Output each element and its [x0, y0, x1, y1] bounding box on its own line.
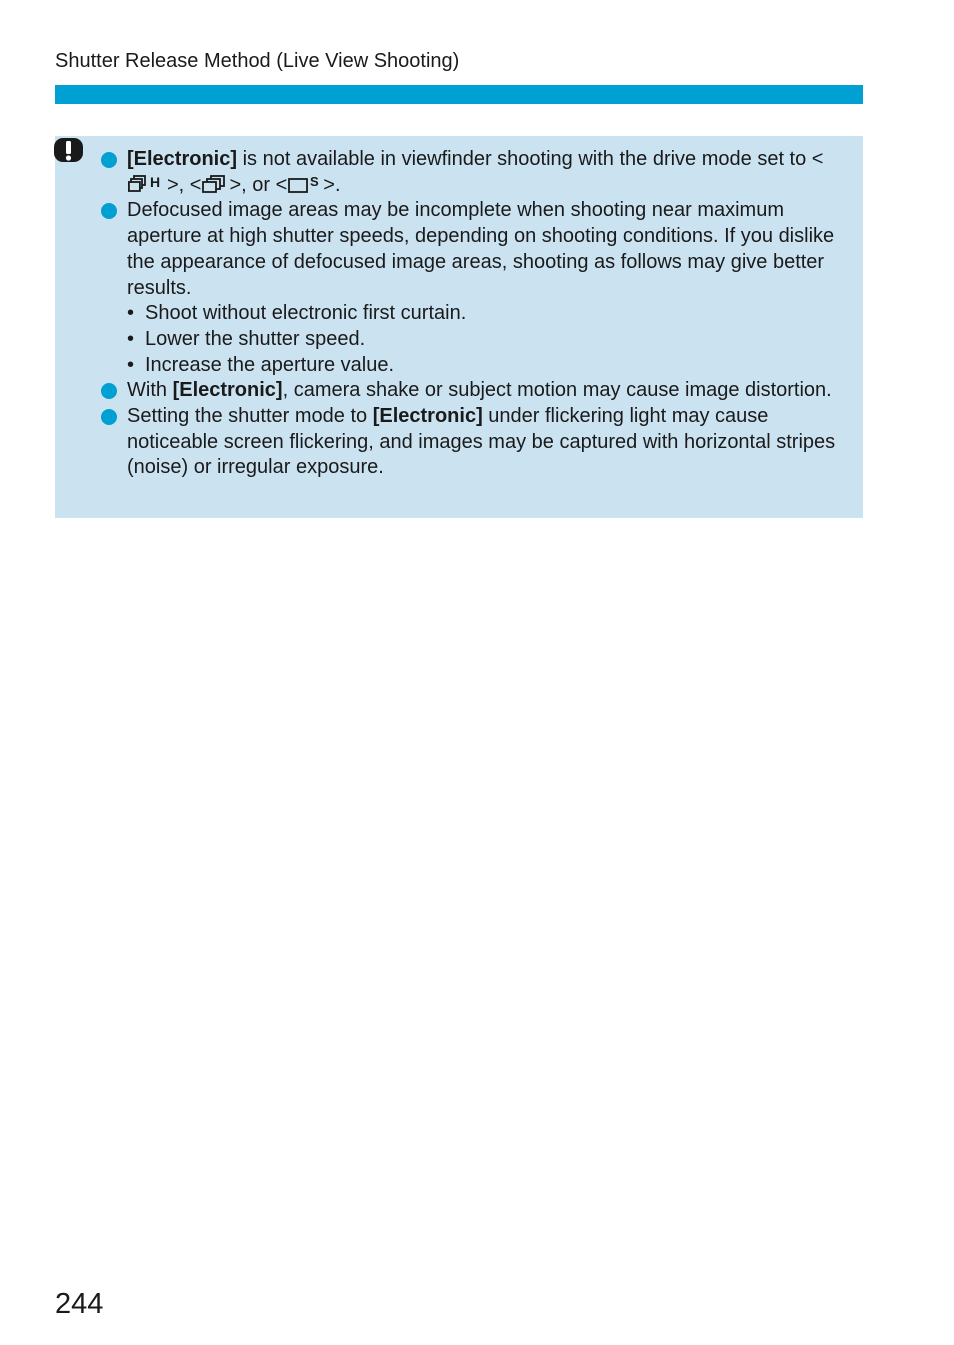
sub-item-text: Shoot without electronic first curtain.: [145, 302, 467, 325]
note-text: is not available in viewfinder shooting with the drive mode set to <: [237, 148, 824, 170]
caution-notes: [101, 147, 851, 481]
bullet-dot: [101, 383, 117, 399]
bullet-dot: [101, 409, 117, 425]
setting-electronic-label: [Electronic]: [172, 379, 283, 402]
sub-item: [101, 301, 851, 327]
note-text: under flickering light may cause noticeable screen flickering, and images may be captured with horizontal stripes (noise) or irregular exposure.: [127, 405, 836, 479]
note-text: , camera shake or subject motion may cause image distortion.: [282, 379, 832, 402]
page-number: 244: [55, 1288, 104, 1320]
note-text: >.: [323, 173, 341, 196]
svg-text:H: H: [150, 173, 161, 190]
note-electronic-unavailable: [101, 147, 851, 198]
note-flickering-light: [101, 404, 851, 481]
sub-item-text: Increase the aperture value.: [145, 353, 395, 376]
sub-bullet: •: [127, 302, 135, 325]
note-text: Setting the shutter mode to: [127, 405, 373, 428]
sub-item: [101, 327, 851, 353]
setting-electronic-label: [Electronic]: [372, 405, 483, 428]
setting-electronic-label: [Electronic]: [127, 148, 238, 170]
note-text: >, or <: [229, 173, 288, 196]
caution-icon: [52, 135, 85, 165]
sub-item: [101, 353, 851, 379]
note-text: >, <: [167, 173, 202, 196]
page-header-title: Shutter Release Method (Live View Shooting): [55, 50, 460, 72]
silent-single-shooting-icon: [288, 174, 322, 194]
sub-bullet: •: [127, 353, 135, 376]
bullet-dot: [101, 152, 117, 168]
note-camera-shake: [101, 378, 851, 404]
low-speed-continuous-icon: [202, 174, 228, 194]
svg-text:S: S: [310, 173, 319, 189]
header-divider-bar: [55, 85, 863, 104]
bullet-dot: [101, 203, 117, 219]
sub-bullet: •: [127, 327, 135, 350]
note-text: With: [127, 379, 173, 402]
note-text: Defocused image areas may be incomplete when shooting near maximum aperture at high shutter speeds, depending on shooting conditions. If you dislike the appearance of defocused image areas, shooting as follows may give better results.: [127, 199, 835, 299]
high-speed-continuous-icon: [128, 174, 166, 194]
note-defocused-areas: [101, 198, 851, 301]
sub-item-text: Lower the shutter speed.: [145, 327, 366, 350]
